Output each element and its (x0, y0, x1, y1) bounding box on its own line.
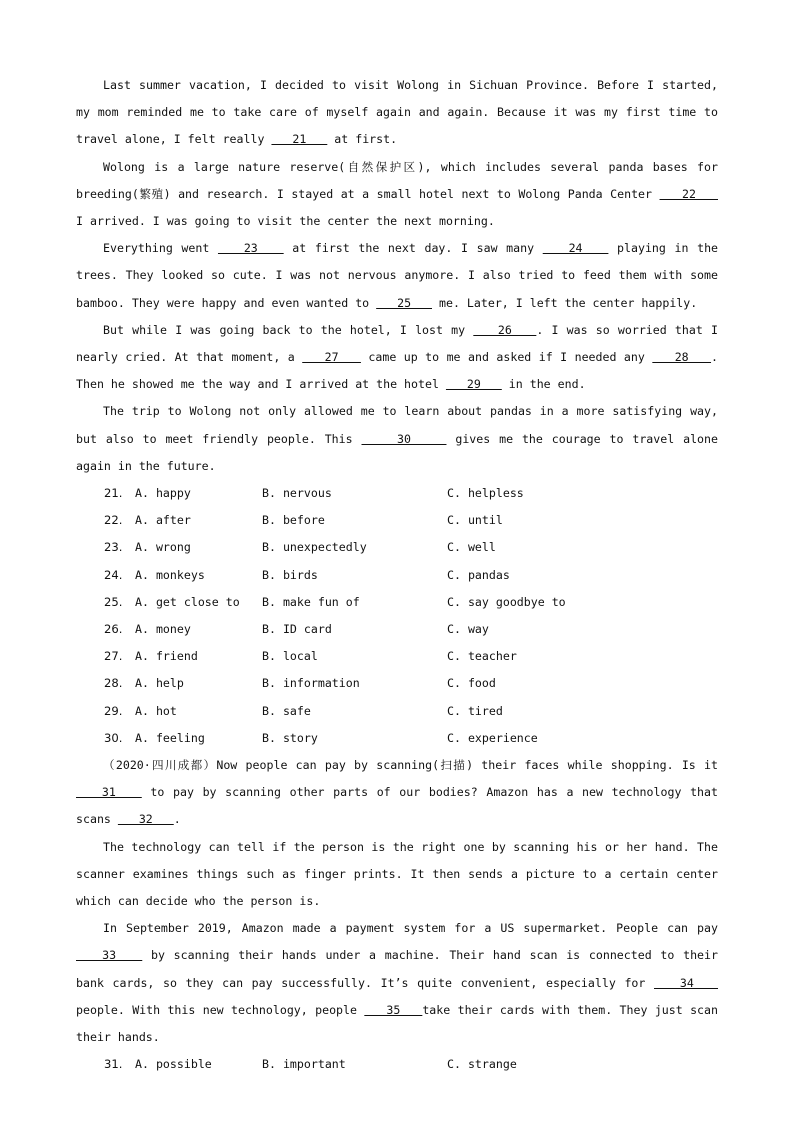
option-b[interactable]: B. before (262, 513, 325, 528)
blank-35[interactable]: 35 (364, 1002, 423, 1017)
option-a[interactable]: A. after (135, 513, 191, 528)
passage1-paragraph-4: But while I was going back to the hotel, I lost my 26 . I was so worried that I nearly cried. At that moment, a 27 came up to me and asked if I needed any 28 . Then he showed me the way and I arrived at the hotel 29 in the end. (76, 322, 719, 392)
passage2-paragraph-2: The technology can tell if the person is the right one by scanning his or her hand. The scanner examines things such as finger prints. It then sends a picture to a certain center which can decide who the person is. (76, 839, 718, 908)
option-c[interactable]: C. say goodbye to (447, 594, 566, 609)
option-c[interactable]: C. tired (447, 703, 503, 718)
passage2-paragraph-1: （2020·四川成都）Now people can pay by scanning(扫描) their faces while shopping. Is it 31 to pay by scanning other parts of our bodies? Amazon has a new technology that scans 32 . (76, 757, 718, 827)
option-b[interactable]: B. unexpectedly (262, 540, 367, 555)
question-number: 28. (104, 676, 123, 691)
question-number: 21. (104, 486, 123, 501)
option-c[interactable]: C. teacher (447, 649, 517, 664)
blank-31[interactable]: 31 (76, 785, 142, 800)
option-a[interactable]: A. get close to (135, 594, 240, 609)
passage1-paragraph-2: Wolong is a large nature reserve(自然保护区), which includes several panda bases for breeding(繁殖) and research. I stayed at a small hotel next to Wolong Panda Center 22 I arrived. I was going to visit the center the next morning. (76, 159, 718, 229)
option-b[interactable]: B. nervous (262, 486, 332, 501)
question-row (76, 480, 718, 507)
option-a[interactable]: A. friend (135, 649, 198, 664)
blank-32[interactable]: 32 (117, 812, 174, 827)
passage1-paragraph-5: The trip to Wolong not only allowed me to learn about pandas in a more satisfying way, but also to meet friendly people. This 30 gives me the courage to travel alone again in the future. (76, 404, 718, 473)
blank-30[interactable]: 30 (361, 431, 447, 446)
option-c[interactable]: C. experience (447, 730, 538, 745)
question-number: 27. (104, 649, 123, 664)
question-row (76, 1051, 718, 1078)
blank-33[interactable]: 33 (76, 948, 143, 963)
blank-29[interactable]: 29 (445, 377, 502, 392)
option-a[interactable]: A. wrong (135, 540, 191, 555)
passage2-paragraph-3: In September 2019, Amazon made a payment system for a US supermarket. People can pay 33 by scanning their hands under a machine. Their hand scan is connected to their bank cards, so they can pay successfully. It’s quite convenient, especially for 34 people. With this new technology, people 35 take their cards with them. They just scan their hands. (76, 921, 719, 1044)
blank-25[interactable]: 25 (376, 295, 432, 310)
passage1-paragraph-3: Everything went 23 at first the next day. I saw many 24 playing in the trees. They looked so cute. I was not nervous anymore. I also tried to feed them with some bamboo. They were happy and even wanted to 25 me. Later, I left the center happily. (76, 241, 719, 310)
option-c[interactable]: C. way (447, 621, 489, 636)
option-c[interactable]: C. well (447, 540, 496, 555)
option-a[interactable]: A. money (135, 621, 191, 636)
option-c[interactable]: C. until (447, 513, 503, 528)
question-row (76, 507, 718, 534)
option-b[interactable]: B. ID card (262, 621, 332, 636)
blank-26[interactable]: 26 (473, 322, 537, 337)
question-number: 22. (104, 513, 123, 528)
option-b[interactable]: B. safe (262, 703, 311, 718)
option-b[interactable]: B. birds (262, 567, 318, 582)
question-row (76, 643, 718, 670)
option-b[interactable]: B. local (262, 649, 318, 664)
question-number: 25. (104, 594, 123, 609)
question-number: 26. (104, 621, 123, 636)
question-list-2 (76, 1051, 718, 1078)
option-a[interactable]: A. possible (135, 1057, 212, 1072)
blank-24[interactable]: 24 (542, 241, 609, 256)
option-b[interactable]: B. information (262, 676, 360, 691)
question-row (76, 589, 718, 616)
option-c[interactable]: C. pandas (447, 567, 510, 582)
question-row (76, 698, 718, 725)
passage1-paragraph-1: Last summer vacation, I decided to visit Wolong in Sichuan Province. Before I started, my mom reminded me to take care of myself again and again. Because it was my first time to travel alone, I felt really 21 at first. (76, 78, 718, 147)
blank-21[interactable]: 21 (271, 132, 328, 147)
question-row (76, 616, 718, 643)
question-row (76, 670, 718, 697)
option-a[interactable]: A. happy (135, 486, 191, 501)
question-number: 31. (104, 1057, 123, 1072)
blank-22[interactable]: 22 (659, 186, 718, 201)
question-row (76, 534, 718, 561)
blank-34[interactable]: 34 (654, 975, 719, 990)
option-b[interactable]: B. make fun of (262, 594, 360, 609)
option-a[interactable]: A. help (135, 676, 184, 691)
blank-23[interactable]: 23 (217, 241, 284, 256)
question-number: 24. (104, 567, 123, 582)
blank-27[interactable]: 27 (302, 350, 361, 365)
question-row (76, 725, 718, 752)
option-b[interactable]: B. story (262, 730, 318, 745)
question-row (76, 562, 718, 589)
option-b[interactable]: B. important (262, 1057, 346, 1072)
question-number: 29. (104, 703, 123, 718)
question-number: 30. (104, 730, 123, 745)
option-c[interactable]: C. strange (447, 1057, 517, 1072)
document-page (76, 72, 718, 1078)
option-c[interactable]: C. helpless (447, 486, 524, 501)
option-a[interactable]: A. feeling (135, 730, 205, 745)
option-a[interactable]: A. monkeys (135, 567, 205, 582)
option-a[interactable]: A. hot (135, 703, 177, 718)
option-c[interactable]: C. food (447, 676, 496, 691)
question-number: 23. (104, 540, 123, 555)
blank-28[interactable]: 28 (652, 350, 712, 365)
question-list-1 (76, 480, 718, 752)
